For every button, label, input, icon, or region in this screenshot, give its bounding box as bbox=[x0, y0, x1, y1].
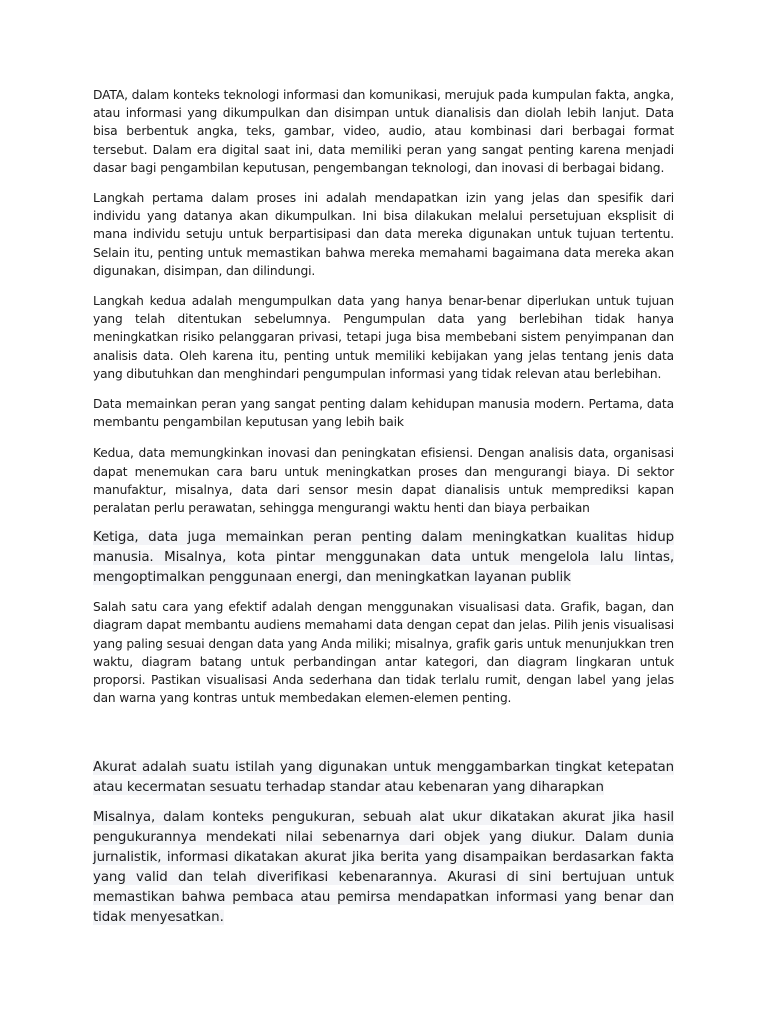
paragraph-data-role: Data memainkan peran yang sangat penting dalam kehidupan manusia modern. Pertama, data membantu pengambilan keputusan yang lebih baik bbox=[93, 397, 674, 430]
highlighted-text: Akurat adalah suatu istilah yang digunakan untuk menggambarkan tingkat ketepatan atau kecermatan sesuatu terhadap standar atau kebenaran yang diharapkan bbox=[93, 760, 674, 796]
paragraph-second-point: Kedua, data memungkinkan inovasi dan peningkatan efisiensi. Dengan analisis data, organisasi dapat menemukan cara baru untuk meningkatkan proses dan mengurangi biaya. Di sektor manufaktur, misalnya, data dari sensor mesin dapat dianalisis untuk memprediksi kapan peralatan perlu perawatan, sehingga mengurangi waktu henti dan biaya perbaikan bbox=[93, 446, 674, 516]
paragraph-step-one: Langkah pertama dalam proses ini adalah mendapatkan izin yang jelas dan spesifik dari individu yang datanya akan dikumpulkan. Ini bisa dilakukan melalui persetujuan eksplisit di mana individu setuju untuk berpartisipasi dan data mereka digunakan untuk tujuan tertentu. Selain itu, penting untuk memastikan bahwa mereka memahami bagaimana data mereka akan digunakan, disimpan, dan dilindungi. bbox=[93, 191, 674, 278]
highlighted-text: Ketiga, data juga memainkan peran penting dalam meningkatkan kualitas hidup manusia. Misalnya, kota pintar menggunakan data untuk mengelola lalu lintas, mengoptimalkan penggunaan energi, dan meningkatkan layanan publik bbox=[93, 530, 674, 586]
paragraph-accurate-definition bbox=[93, 758, 674, 798]
paragraph-accurate-example bbox=[93, 808, 674, 928]
document-page bbox=[93, 86, 674, 928]
paragraph-data-definition: DATA, dalam konteks teknologi informasi dan komunikasi, merujuk pada kumpulan fakta, angka, atau informasi yang dikumpulkan dan disimpan untuk dianalisis dan diolah lebih lanjut. Data bisa berbentuk angka, teks, gambar, video, audio, atau kombinasi dari berbagai format tersebut. Dalam era digital saat ini, data memiliki peran yang sangat penting karena menjadi dasar bagi pengambilan keputusan, pengembangan teknologi, dan inovasi di berbagai bidang. bbox=[93, 88, 674, 175]
paragraph-third-point bbox=[93, 528, 674, 588]
paragraph-step-two: Langkah kedua adalah mengumpulkan data yang hanya benar-benar diperlukan untuk tujuan yang telah ditentukan sebelumnya. Pengumpulan data yang berlebihan tidak hanya meningkatkan risiko pelanggaran privasi, tetapi juga bisa membebani sistem penyimpanan dan analisis data. Oleh karena itu, penting untuk memiliki kebijakan yang jelas tentang jenis data yang dibutuhkan dan menghindari pengumpulan informasi yang tidak relevan atau berlebihan. bbox=[93, 294, 674, 381]
paragraph-visualization: Salah satu cara yang efektif adalah dengan menggunakan visualisasi data. Grafik, bagan, dan diagram dapat membantu audiens memahami data dengan cepat dan jelas. Pilih jenis visualisasi yang paling sesuai dengan data yang Anda miliki; misalnya, grafik garis untuk menunjukkan tren waktu, diagram batang untuk perbandingan antar kategori, dan diagram lingkaran untuk proporsi. Pastikan visualisasi Anda sederhana dan tidak terlalu rumit, dengan label yang jelas dan warna yang kontras untuk membedakan elemen-elemen penting. bbox=[93, 600, 674, 706]
highlighted-text: Misalnya, dalam konteks pengukuran, sebuah alat ukur dikatakan akurat jika hasil pengukurannya mendekati nilai sebenarnya dari objek yang diukur. Dalam dunia jurnalistik, informasi dikatakan akurat jika berita yang disampaikan berdasarkan fakta yang valid dan telah diverifikasi kebenarannya. Akurasi di sini bertujuan untuk memastikan bahwa pembaca atau pemirsa mendapatkan informasi yang benar dan tidak menyesatkan. bbox=[93, 810, 674, 926]
